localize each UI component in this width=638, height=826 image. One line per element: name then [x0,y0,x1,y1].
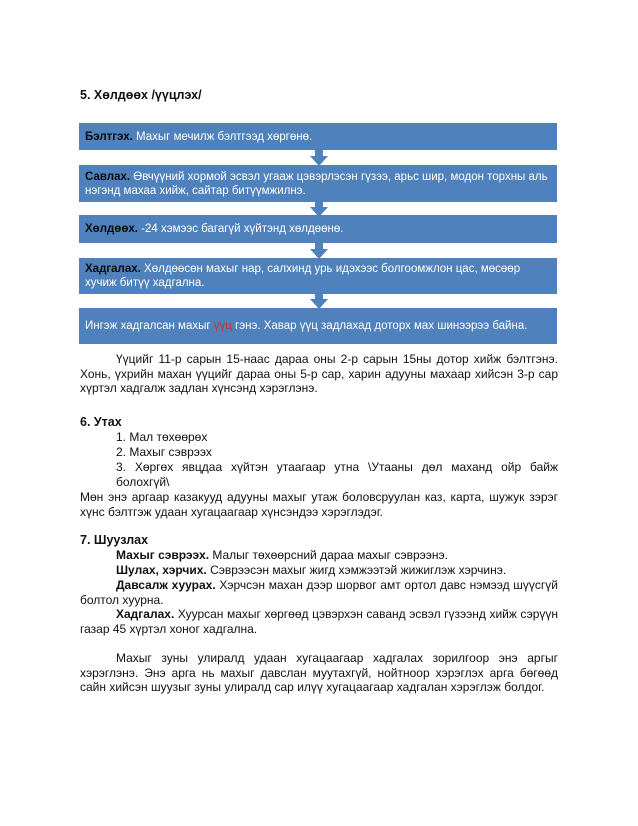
item-text: Сэврээсэн махыг жигд хэмжээтэй жижиглэж хэрчинэ. [206,563,507,577]
section-6-paragraph: Мөн энэ аргаар казакууд адууны махыг утаж боловсруулан каз, карта, шужук зэрэг хүнс бэлтгэж удаан хугацаагаар хүнсэндээ хэрэглэдэг. [80,490,558,519]
item-label: Махыг сэврээх. [116,548,210,562]
arrow-down-icon [310,291,328,309]
item-text: Хуурсан махыг хөргөөд цэвэрхэн саванд эсвэл гүзээнд хийж сэрүүн газар 45 хүртэл хоног хадгална. [80,607,558,636]
result-text-after: гэнэ. Хавар үүц задлахад доторх мах шинээрээ байна. [231,320,528,332]
result-text-before: Ингэж хадгалсан махыг [85,320,214,332]
item-label: Шулах, хэрчих. [116,563,207,577]
flow-step-store [79,258,557,294]
flow-step-prepare [79,123,557,150]
step-label: Хөлдөөх. [85,223,138,235]
arrow-down-icon [310,241,328,259]
section-7-item [80,607,558,636]
flow-step-pack [79,165,557,202]
item-label: Хадгалах. [116,607,175,621]
list-item: 2. Махыг сэврээх [116,445,212,459]
flow-step-result [79,308,557,344]
list-item: 3. Хөргөх явцдаа хүйтэн утаагаар утна \Утааны дөл маханд ойр байж болохгүй\ [116,460,558,489]
step-label: Савлах. [85,170,131,183]
section-5-heading: 5. Хөлдөөх /үүцлэх/ [80,88,202,102]
flow-step-freeze [79,215,557,243]
step-text: Хөлдөөсөн махыг нар, салхинд урь идэхээс болгоомжлон цас, мөсөөр хучиж битүү хадгална. [85,263,521,289]
step-text: Махыг мечилж бэлтгээд хөргөнө. [132,130,313,143]
list-item: 1. Мал төхөөрөх [116,430,208,444]
section-7-item [80,563,558,578]
section-7-heading: 7. Шуузлах [80,533,149,547]
section-7-item [80,548,558,563]
step-text: Өвчүүний хормой эсвэл угааж цэвэрлэсэн гүзээ, арьс шир, модон торхны аль нэгэнд махаа хийж, сайтар битүүмжилнэ. [85,170,548,197]
section-5-paragraph: Үүцийг 11-р сарын 15-наас дараа оны 2-р сарын 15ны дотор хийж бэлтгэнэ. Хонь, үхрийн махан үүцийг дараа оны 5-р сар, харин адууны махаар хийсэн 3-р сар хүртэл хадгалж задлан хүнсэнд хэрэглэнэ. [80,352,558,395]
item-text: Хэрчсэн махан дээр шорвог амт ортол давс нэмээд шүүсгүй болтол хуурна. [80,578,558,607]
arrow-down-icon [310,148,328,166]
section-7-paragraph: Махыг зуны улиралд удаан хугацаагаар хадгалах зорилгоор энэ аргыг хэрэглэнэ. Энэ арга нь махыг давслан муутахгүй, нойтноор хэрэглэх арга бөгөөд сайн хийсэн шуузыг зуны улиралд сар илүү хугацаагаар хадгалан хэрэглэж болдог. [80,651,558,694]
section-6-heading: 6. Утах [80,415,122,429]
item-label: Давсалж хуурах. [116,578,216,592]
section-7-item [80,578,558,607]
step-label: Хадгалах. [85,263,141,275]
item-text: Малыг төхөөрсний дараа махыг сэврээнэ. [209,548,448,562]
step-label: Бэлтгэх. [85,130,133,143]
step-text: -24 хэмээс багагүй хүйтэнд хөлдөөнө. [137,223,344,235]
result-highlight: үүц [213,320,232,332]
